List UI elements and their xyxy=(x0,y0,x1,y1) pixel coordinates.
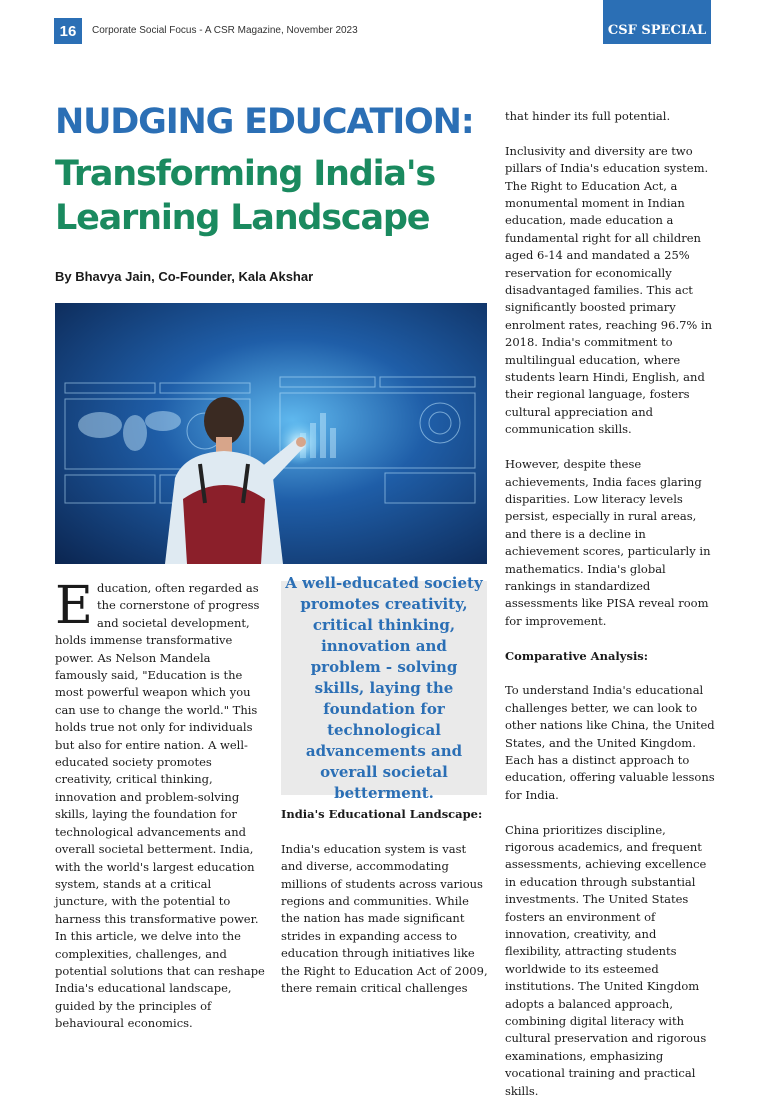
headline-line-2: Transforming India's Learning Landscape xyxy=(55,154,435,238)
section-heading-comparative: Comparative Analysis: xyxy=(505,648,649,663)
section-tab: CSF SPECIAL xyxy=(603,0,711,44)
column-1 xyxy=(55,576,265,1033)
column-2 xyxy=(281,806,489,997)
page-number: 16 xyxy=(54,18,82,44)
paragraph: China prioritizes discipline, rigorous academics, and frequent assessments, achieving excellence in education through substantial investments. The United States fosters an environment of innovation, creativity, and flexibility, attracting students worldwide to its esteemed institutions. The United Kingdom adopts a balanced approach, combining digital literacy with cultural preservation and rigorous examinations, emphasizing vocational training and practical skills. xyxy=(505,822,707,1098)
drop-cap: E xyxy=(55,576,93,636)
paragraph: India's education system is vast and diverse, accommodating millions of students across various regions and communities. While the nation has made significant strides in expanding access to education through initiatives like the Right to Education Act of 2009, there remain critical challenges xyxy=(281,841,488,996)
student-touchscreen-illustration xyxy=(55,303,487,564)
byline: By Bhavya Jain, Co-Founder, Kala Akshar xyxy=(55,269,314,284)
running-header: Corporate Social Focus - A CSR Magazine, November 2023 xyxy=(92,25,358,36)
paragraph: Inclusivity and diversity are two pillars of India's education system. The Right to Education Act, a monumental moment in Indian education, made education a fundamental right for all children aged 6-14 and mandated a 25% reservation for economically disadvantaged families. This act significantly boosted primary enrolment rates, reaching 96.7% in 2018. India's commitment to multilingual education, where students learn Hindi, English, and their regional language, fosters cultural appreciation and communication skills. xyxy=(505,143,713,437)
paragraph: that hinder its full potential. xyxy=(505,109,671,123)
pull-quote-text: A well-educated society promotes creativity, critical thinking, innovation and problem - solving skills, laying the foundation for technological advancements and overall societal betterment. xyxy=(285,573,483,802)
intro-paragraph xyxy=(55,576,265,1033)
headline-line-1: NUDGING EDUCATION: xyxy=(55,102,474,142)
hero-image xyxy=(55,303,487,564)
paragraph: However, despite these achievements, India faces glaring disparities. Low literacy levels persist, especially in rural areas, and there is a decline in achievement scores, particularly in mathematics. India's global rankings in standardized assessments like PISA reveal room for improvement. xyxy=(505,457,711,628)
intro-text: ducation, often regarded as the cornerstone of progress and societal development, holds immense transformative power. As Nelson Mandela famously said, "Education is the most powerful weapon which you can use to change the world." This holds true not only for individuals but also for entire nation. A well-educated society promotes creativity, critical thinking, innovation and problem-solving skills, laying the foundation for technological advancements and overall societal betterment. India, with the world's largest education system, stands at a critical juncture, with the potential to harness this transformative power. In this article, we delve into the complexities, challenges, and potential solutions that can reshape India's educational landscape, guided by the principles of behavioural economics. xyxy=(55,581,265,1031)
pull-quote xyxy=(281,573,487,802)
section-heading-landscape: India's Educational Landscape: xyxy=(281,807,483,821)
column-3 xyxy=(505,108,715,1100)
paragraph: To understand India's educational challenges better, we can look to other nations like China, the United States, and the United Kingdom. Each has a distinct approach to education, offering valuable lessons for India. xyxy=(505,683,715,802)
